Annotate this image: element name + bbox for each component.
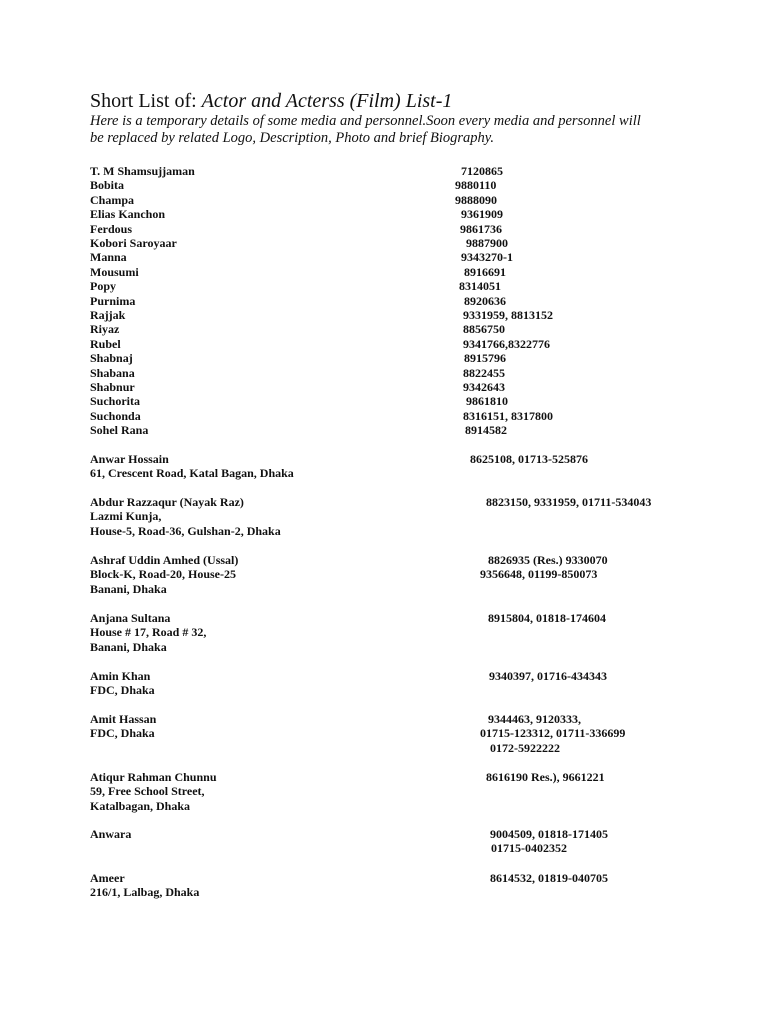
phone-number: 9880110 <box>455 178 497 193</box>
phone-number: 9331959, 8813152 <box>463 308 553 322</box>
intro-line-2: be replaced by related Logo, Description, Photo and brief Biography. <box>90 130 495 146</box>
intro-paragraph <box>90 113 690 147</box>
address-line: FDC, Dhaka <box>90 726 155 741</box>
person-name: Mousumi <box>90 264 139 279</box>
person-name: Popy <box>90 279 117 294</box>
phone-number: 8314051 <box>459 279 501 294</box>
phone-number: 01715-0402352 <box>491 841 567 856</box>
address-line: Block-K, Road-20, House-25 <box>90 567 237 582</box>
phone-number: 9344463, 9120333, <box>488 712 581 726</box>
phone-number: 9888090 <box>455 192 497 207</box>
address-line: Banani, Dhaka <box>90 639 167 654</box>
phone-number: 8856750 <box>463 322 505 337</box>
phone-number: 01715-123312, 01711-336699 <box>480 726 626 741</box>
person-name: Sohel Rana <box>90 423 149 438</box>
person-name: Rubel <box>90 336 121 351</box>
person-name: Ameer <box>90 871 125 885</box>
person-name: Champa <box>90 192 135 207</box>
phone-number: 9861736 <box>460 221 502 236</box>
person-name: Ferdous <box>90 221 132 236</box>
person-name: Elias Kanchon <box>90 207 166 222</box>
phone-number: 8616190 Res.), 9661221 <box>486 770 605 784</box>
page-title <box>90 89 452 113</box>
person-name: Riyaz <box>90 322 120 337</box>
address-line: House # 17, Road # 32, <box>90 625 207 640</box>
phone-number: 8822455 <box>463 365 505 380</box>
phone-number: 9861810 <box>466 394 508 409</box>
person-name: Anwar Hossain <box>90 452 169 466</box>
person-name: Shabnur <box>90 380 135 394</box>
person-name: Abdur Razzaqur (Nayak Raz) <box>90 495 244 509</box>
person-name: T. M Shamsujjaman <box>90 164 195 178</box>
address-line: Banani, Dhaka <box>90 581 167 596</box>
phone-number: 9356648, 01199-850073 <box>480 567 598 582</box>
phone-number: 8916691 <box>464 264 506 279</box>
phone-number: 8826935 (Res.) 9330070 <box>488 553 608 567</box>
phone-number: 9341766,8322776 <box>463 336 550 351</box>
person-name: Suchonda <box>90 408 141 423</box>
address-line: Lazmi Kunja, <box>90 509 162 524</box>
person-name: Purnima <box>90 293 136 308</box>
phone-number: 8316151, 8317800 <box>463 408 553 423</box>
person-name: Shabana <box>90 365 135 380</box>
address-line: 59, Free School Street, <box>90 784 205 799</box>
address-line: 216/1, Lalbag, Dhaka <box>90 885 200 900</box>
person-name: Amin Khan <box>90 669 151 683</box>
address-line: 61, Crescent Road, Katal Bagan, Dhaka <box>90 466 294 481</box>
phone-number: 7120865 <box>461 164 503 178</box>
person-name: Kobori Saroyaar <box>90 236 177 250</box>
person-name: Bobita <box>90 178 125 193</box>
address-line: Katalbagan, Dhaka <box>90 798 191 813</box>
person-name: Atiqur Rahman Chunnu <box>90 770 217 784</box>
intro-line-1: Here is a temporary details of some media and personnel.Soon every media and personnel will <box>90 113 641 129</box>
phone-number: 8823150, 9331959, 01711-534043 <box>486 495 652 509</box>
person-name: Anwara <box>90 827 132 841</box>
phone-number: 9342643 <box>463 380 505 394</box>
phone-number: 8915796 <box>464 351 506 366</box>
person-name: Amit Hassan <box>90 712 157 726</box>
phone-number: 8914582 <box>465 423 507 438</box>
phone-number: 8920636 <box>464 293 506 308</box>
address-line: House-5, Road-36, Gulshan-2, Dhaka <box>90 523 281 538</box>
phone-number: 8915804, 01818-174604 <box>488 611 606 625</box>
person-name: Ashraf Uddin Amhed (Ussal) <box>90 553 239 567</box>
phone-number: 9361909 <box>461 207 503 222</box>
person-name: Suchorita <box>90 394 141 409</box>
title-prefix: Short List of: <box>90 90 202 112</box>
phone-number: 0172-5922222 <box>490 740 560 755</box>
phone-number: 8614532, 01819-040705 <box>490 871 608 885</box>
phone-number: 9887900 <box>466 236 508 250</box>
person-name: Anjana Sultana <box>90 611 171 625</box>
title-main: Actor and Acterss (Film) List-1 <box>201 90 453 112</box>
person-name: Manna <box>90 250 127 265</box>
phone-number: 9340397, 01716-434343 <box>489 669 607 683</box>
phone-number: 9343270-1 <box>461 250 513 265</box>
phone-number: 9004509, 01818-171405 <box>490 827 608 841</box>
person-name: Shabnaj <box>90 351 133 366</box>
address-line: FDC, Dhaka <box>90 683 155 698</box>
person-name: Rajjak <box>90 308 126 322</box>
phone-number: 8625108, 01713-525876 <box>470 452 588 466</box>
